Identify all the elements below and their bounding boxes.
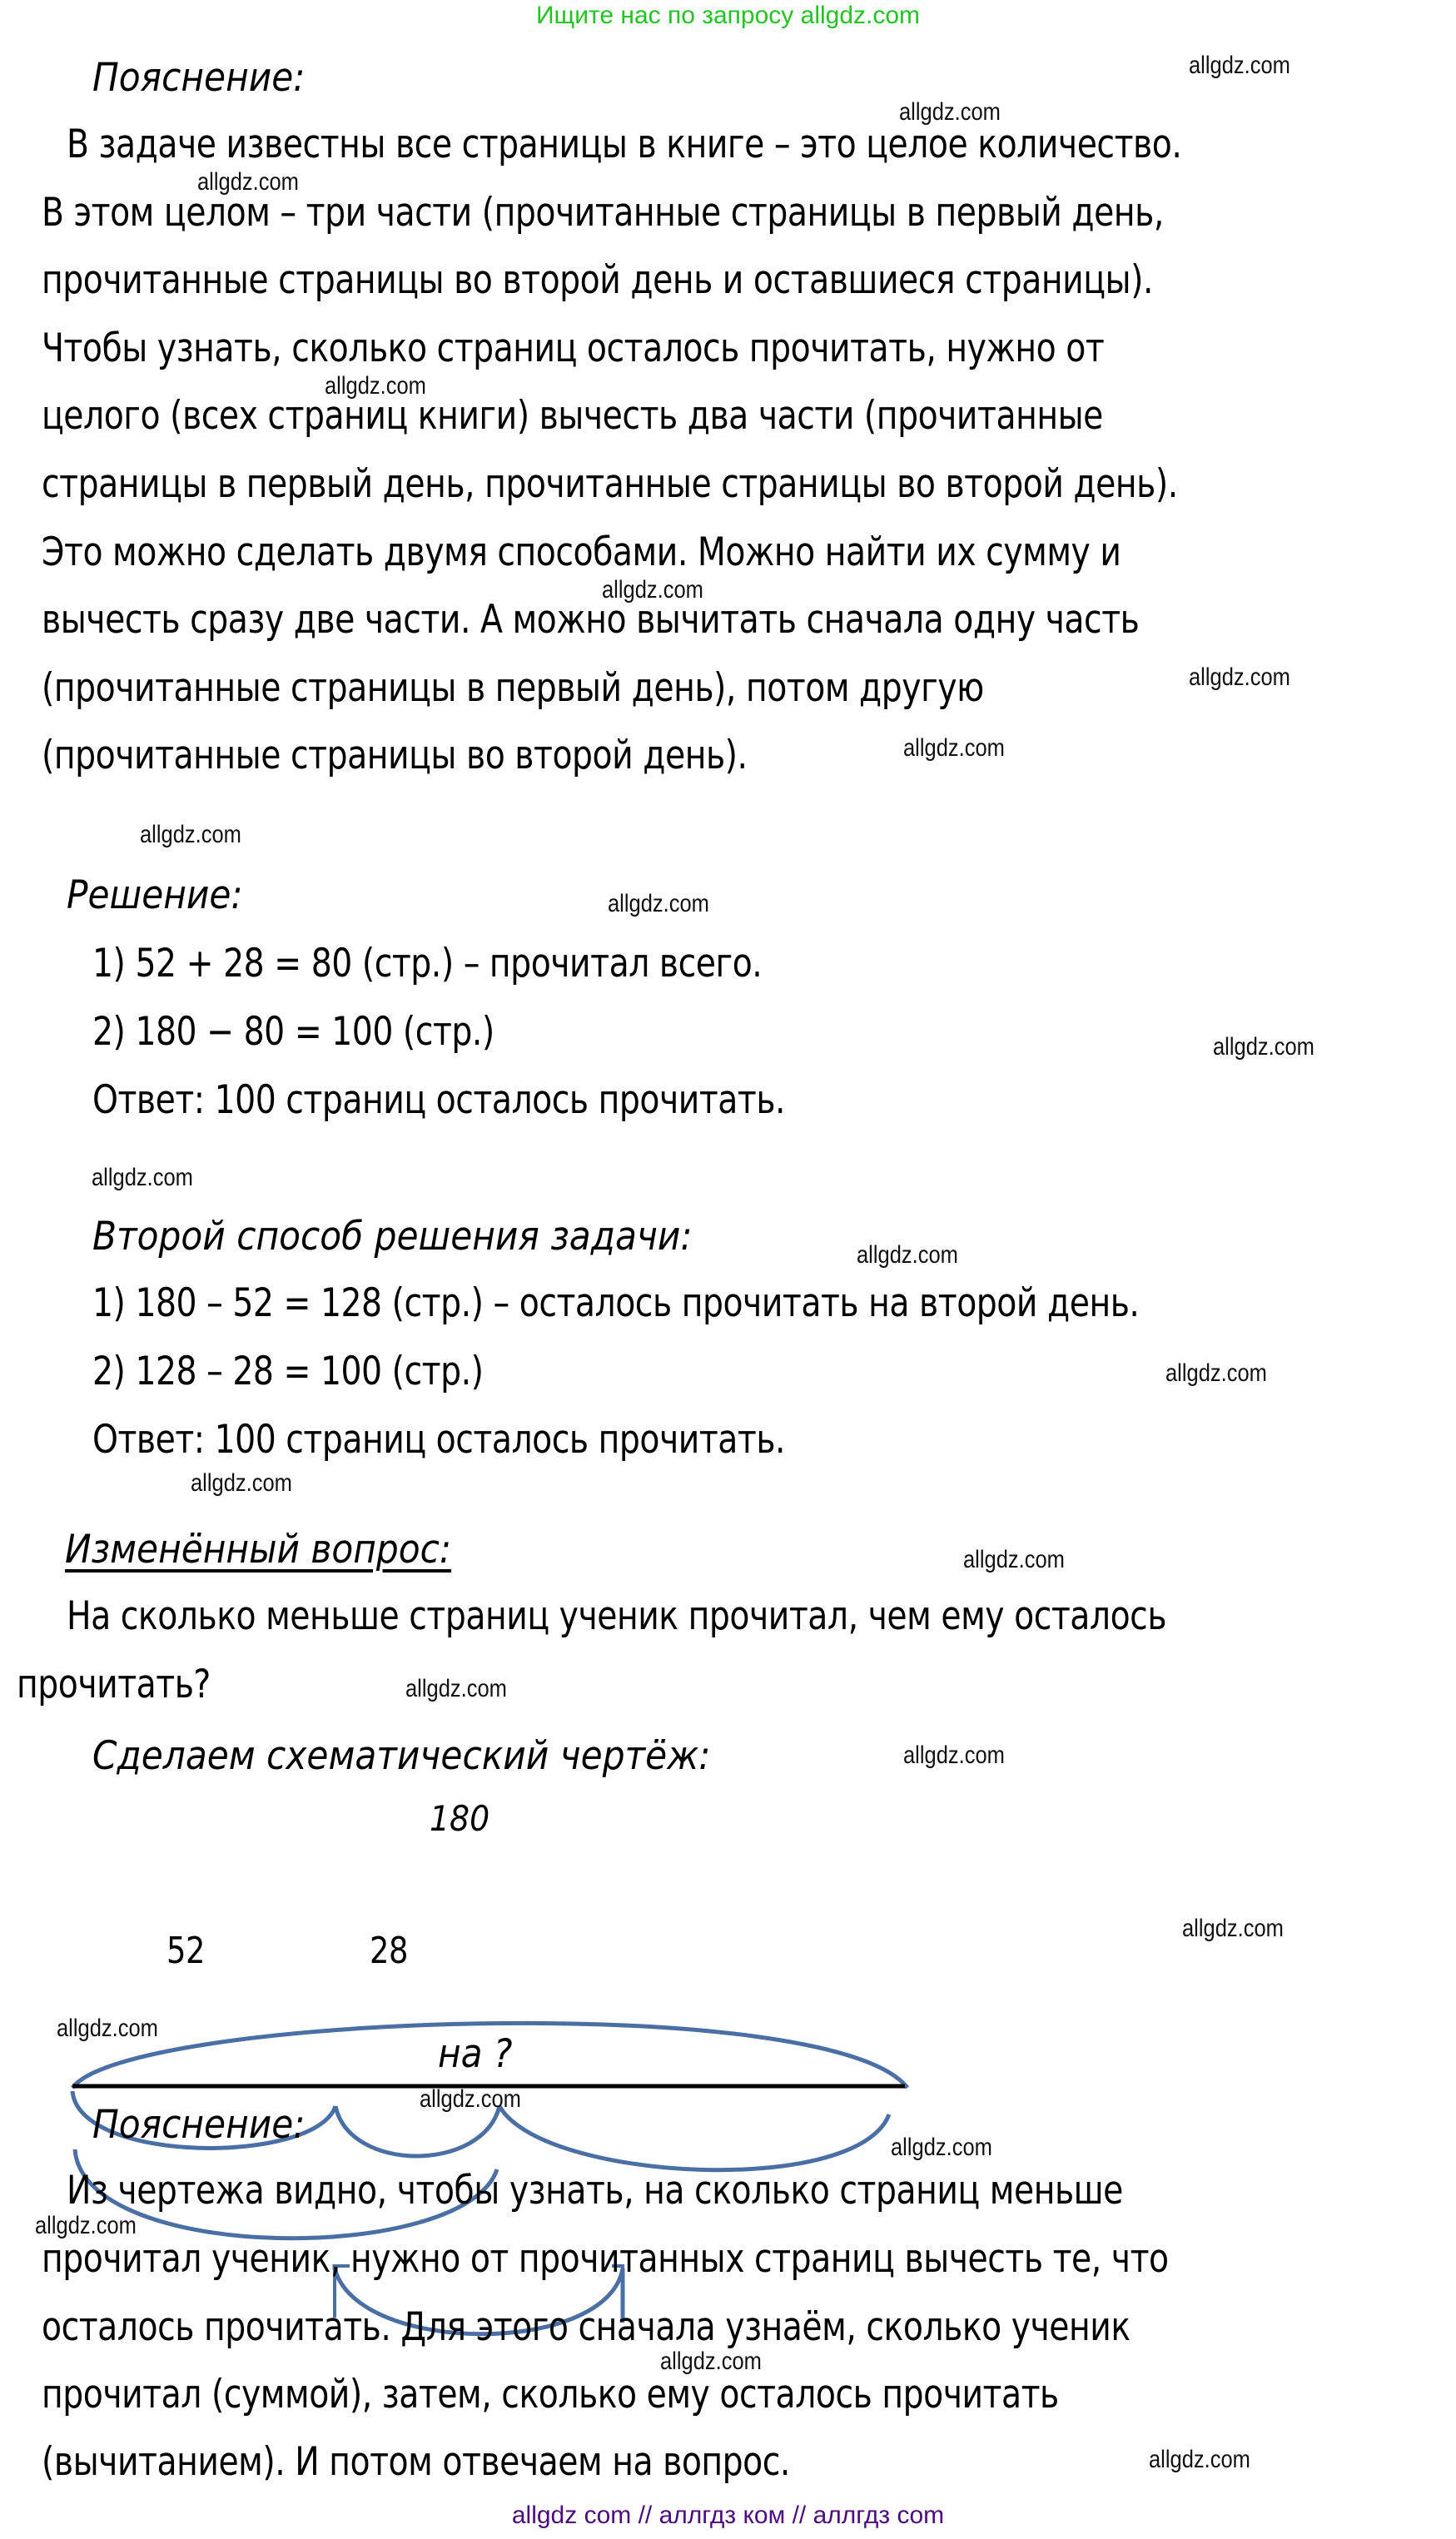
watermark: allgdz.com	[1165, 1359, 1267, 1387]
watermark: allgdz.com	[891, 2134, 992, 2161]
explanation-heading: Пояснение:	[92, 55, 306, 101]
solution-answer: Ответ: 100 страниц осталось прочитать.	[92, 1077, 786, 1123]
explanation2-line: (вычитанием). И потом отвечаем на вопрос.	[42, 2439, 790, 2485]
explanation-line: (прочитанные страницы в первый день), потом другую	[42, 665, 984, 711]
part2-brace	[335, 2106, 499, 2156]
watermark: allgdz.com	[903, 1742, 1005, 1769]
remaining-brace	[499, 2106, 889, 2170]
explanation2-line: осталось прочитать. Для этого сначала узнаём, сколько ученик	[42, 2304, 1131, 2350]
explanation2-line: прочитал ученик, нужно от прочитанных страниц вычесть те, что	[42, 2236, 1169, 2282]
solution2-heading: Второй способ решения задачи:	[92, 1214, 693, 1260]
watermark: allgdz.com	[602, 576, 703, 604]
solution2-step: 1) 180 – 52 = 128 (стр.) – осталось прочитать на второй день.	[92, 1280, 1140, 1326]
diagram-total-label: 180	[430, 1798, 490, 1839]
solution-step: 1) 52 + 28 = 80 (стр.) – прочитал всего.	[92, 941, 763, 986]
watermark: allgdz.com	[92, 1164, 193, 1191]
changed-question-line: На сколько меньше страниц ученик прочитал, чем ему осталось	[67, 1593, 1167, 1639]
search-banner[interactable]: Ищите нас по запросу allgdz.com	[535, 2, 921, 29]
diagram-heading: Сделаем схематический чертёж:	[92, 1733, 711, 1779]
watermark: allgdz.com	[35, 2212, 137, 2239]
watermark: allgdz.com	[608, 890, 709, 917]
solution2-answer: Ответ: 100 страниц осталось прочитать.	[92, 1417, 786, 1463]
explanation-line: вычесть сразу две части. А можно вычитать сначала одну часть	[42, 597, 1140, 643]
watermark: allgdz.com	[660, 2348, 762, 2375]
watermark: allgdz.com	[963, 1546, 1065, 1573]
watermark: allgdz.com	[325, 372, 426, 400]
watermark: allgdz.com	[903, 734, 1005, 762]
explanation2-heading: Пояснение:	[92, 2102, 306, 2148]
watermark: allgdz.com	[1182, 1915, 1284, 1942]
solution-step: 2) 180 − 80 = 100 (стр.)	[92, 1009, 494, 1055]
question-label: на ?	[438, 2031, 513, 2077]
explanation-line: В этом целом – три части (прочитанные страницы в первый день,	[42, 190, 1164, 236]
watermark: allgdz.com	[1149, 2446, 1250, 2473]
watermark: allgdz.com	[857, 1241, 958, 1269]
watermark: allgdz.com	[57, 2015, 158, 2042]
explanation-line: (прочитанные страницы во второй день).	[42, 733, 748, 778]
watermark: allgdz.com	[191, 1469, 292, 1497]
footer-links[interactable]: allgdz com // аллгдз ком // аллгдз com	[511, 2502, 945, 2529]
watermark: allgdz.com	[1189, 52, 1290, 79]
watermark: allgdz.com	[140, 821, 241, 848]
part2-label: 28	[370, 1930, 408, 1972]
explanation-line: страницы в первый день, прочитанные страницы во второй день).	[42, 461, 1178, 507]
solution-heading: Решение:	[67, 872, 243, 918]
watermark: allgdz.com	[1213, 1033, 1314, 1061]
explanation-line: целого (всех страниц книги) вычесть два части (прочитанные	[42, 393, 1103, 439]
explanation-line: прочитанные страницы во второй день и оставшиеся страницы).	[42, 257, 1153, 303]
explanation-line: Чтобы узнать, сколько страниц осталось прочитать, нужно от	[42, 325, 1105, 371]
part1-label: 52	[166, 1930, 205, 1972]
watermark: allgdz.com	[420, 2085, 521, 2113]
explanation2-line: Из чертежа видно, чтобы узнать, на сколько страниц меньше	[67, 2168, 1123, 2214]
explanation2-line: прочитал (суммой), затем, сколько ему осталось прочитать	[42, 2372, 1059, 2417]
changed-question-heading: Изменённый вопрос:	[65, 1527, 452, 1573]
watermark: allgdz.com	[197, 168, 299, 196]
explanation-line: Это можно сделать двумя способами. Можно найти их сумму и	[42, 529, 1121, 575]
solution2-step: 2) 128 – 28 = 100 (стр.)	[92, 1349, 484, 1394]
changed-question-line: прочитать?	[17, 1662, 211, 1707]
watermark: allgdz.com	[899, 98, 1001, 126]
watermark: allgdz.com	[405, 1675, 507, 1702]
watermark: allgdz.com	[1189, 663, 1290, 691]
explanation-line: В задаче известны все страницы в книге – это целое количество.	[67, 122, 1182, 167]
